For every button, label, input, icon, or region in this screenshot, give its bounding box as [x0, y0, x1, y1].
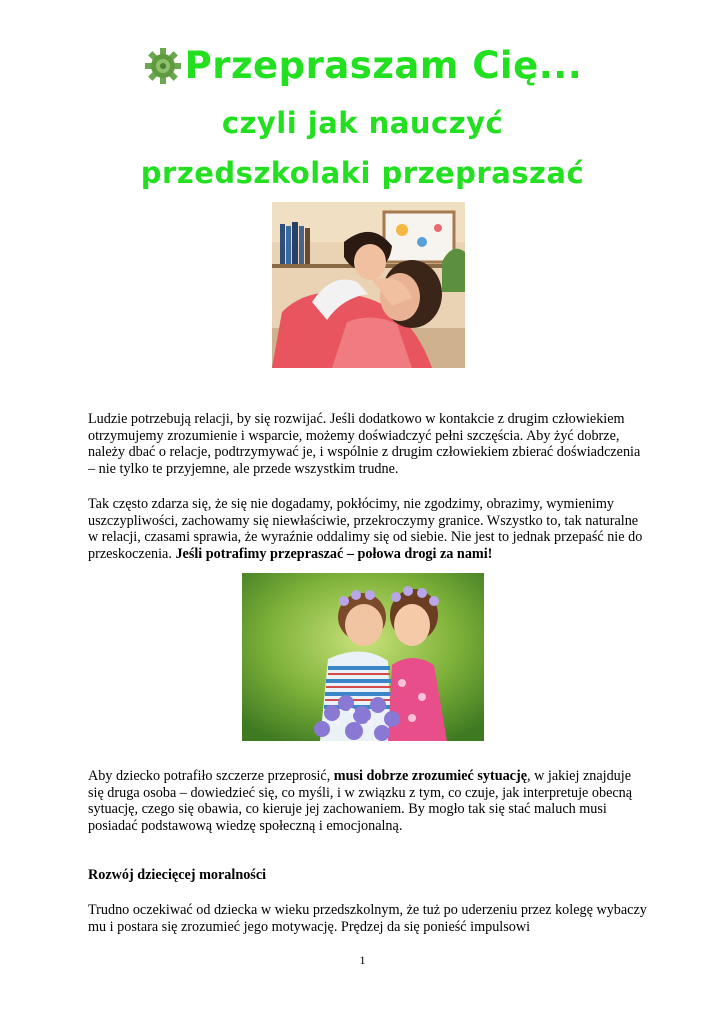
paragraph-3-bold: musi dobrze zrozumieć sytuację: [333, 768, 527, 784]
paragraph-4: Trudno oczekiwać od dziecka w wieku przedszkolnym, że tuż po uderzeniu przez kolegę wybaczy mu i postara się zrozumieć jego motywację. Prędzej da się ponieść impulsowi: [88, 902, 647, 935]
title-line-3: przedszkolaki przepraszać: [140, 156, 585, 190]
mother-and-daughter-kiss-photo: [272, 202, 465, 368]
title-line-2: czyli jak nauczyć: [221, 106, 504, 140]
document-title: [0, 42, 725, 195]
paragraph-1: Ludzie potrzebują relacji, by się rozwijać. Jeśli dodatkowo w kontakcie z drugim człowiekiem otrzymujemy zrozumienie i wsparcie, możemy doświadczyć pełni szczęścia. Aby żyć dobrze, należy dbać o relacje, podtrzymywać je, i wspólnie z drugim człowiekiem zbierać doświadczenia – nie tylko te przyjemne, ale przede wszystkim trudne.: [88, 411, 641, 477]
paragraph-2-text: Tak często zdarza się, że się nie dogadamy, pokłócimy, nie zgodzimy, obrazimy, wymienimy uszczypliwości, zachowamy się niewłaściwie, przekroczymy granice. Wszystko to, tak naturalne w relacji, czasami sprawia, że wyraźnie oddalimy się od siebie. Nie jest to jednak przepaść nie do przeskoczenia.: [88, 496, 643, 562]
paragraph-2-bold: Jeśli potrafimy przepraszać – połowa drogi za nami!: [175, 545, 493, 562]
page-number: 1: [359, 953, 366, 967]
children-with-flower-wreaths-photo: [242, 573, 484, 741]
section-heading: Rozwój dziecięcej moralności: [88, 867, 267, 883]
green-gear-icon: [143, 46, 183, 86]
paragraph-3: [88, 768, 648, 834]
title-line-1: Przepraszam Cię...: [184, 44, 583, 87]
paragraph-3-text-a: Aby dziecko potrafiło szczerze przeprosić,: [88, 768, 334, 784]
paragraph-3-text-b: , w jakiej znajduje się druga osoba – dowiedzieć się, co myśli, i w związku z tym, co czuje, jak interpretuje obecną sytuację, czego się obawia, co kieruje jej zachowaniem. By mogło tak się stać maluch musi posiadać podstawową wiedzę społeczną i emocjonalną.: [88, 768, 633, 834]
paragraph-2: [88, 496, 648, 562]
